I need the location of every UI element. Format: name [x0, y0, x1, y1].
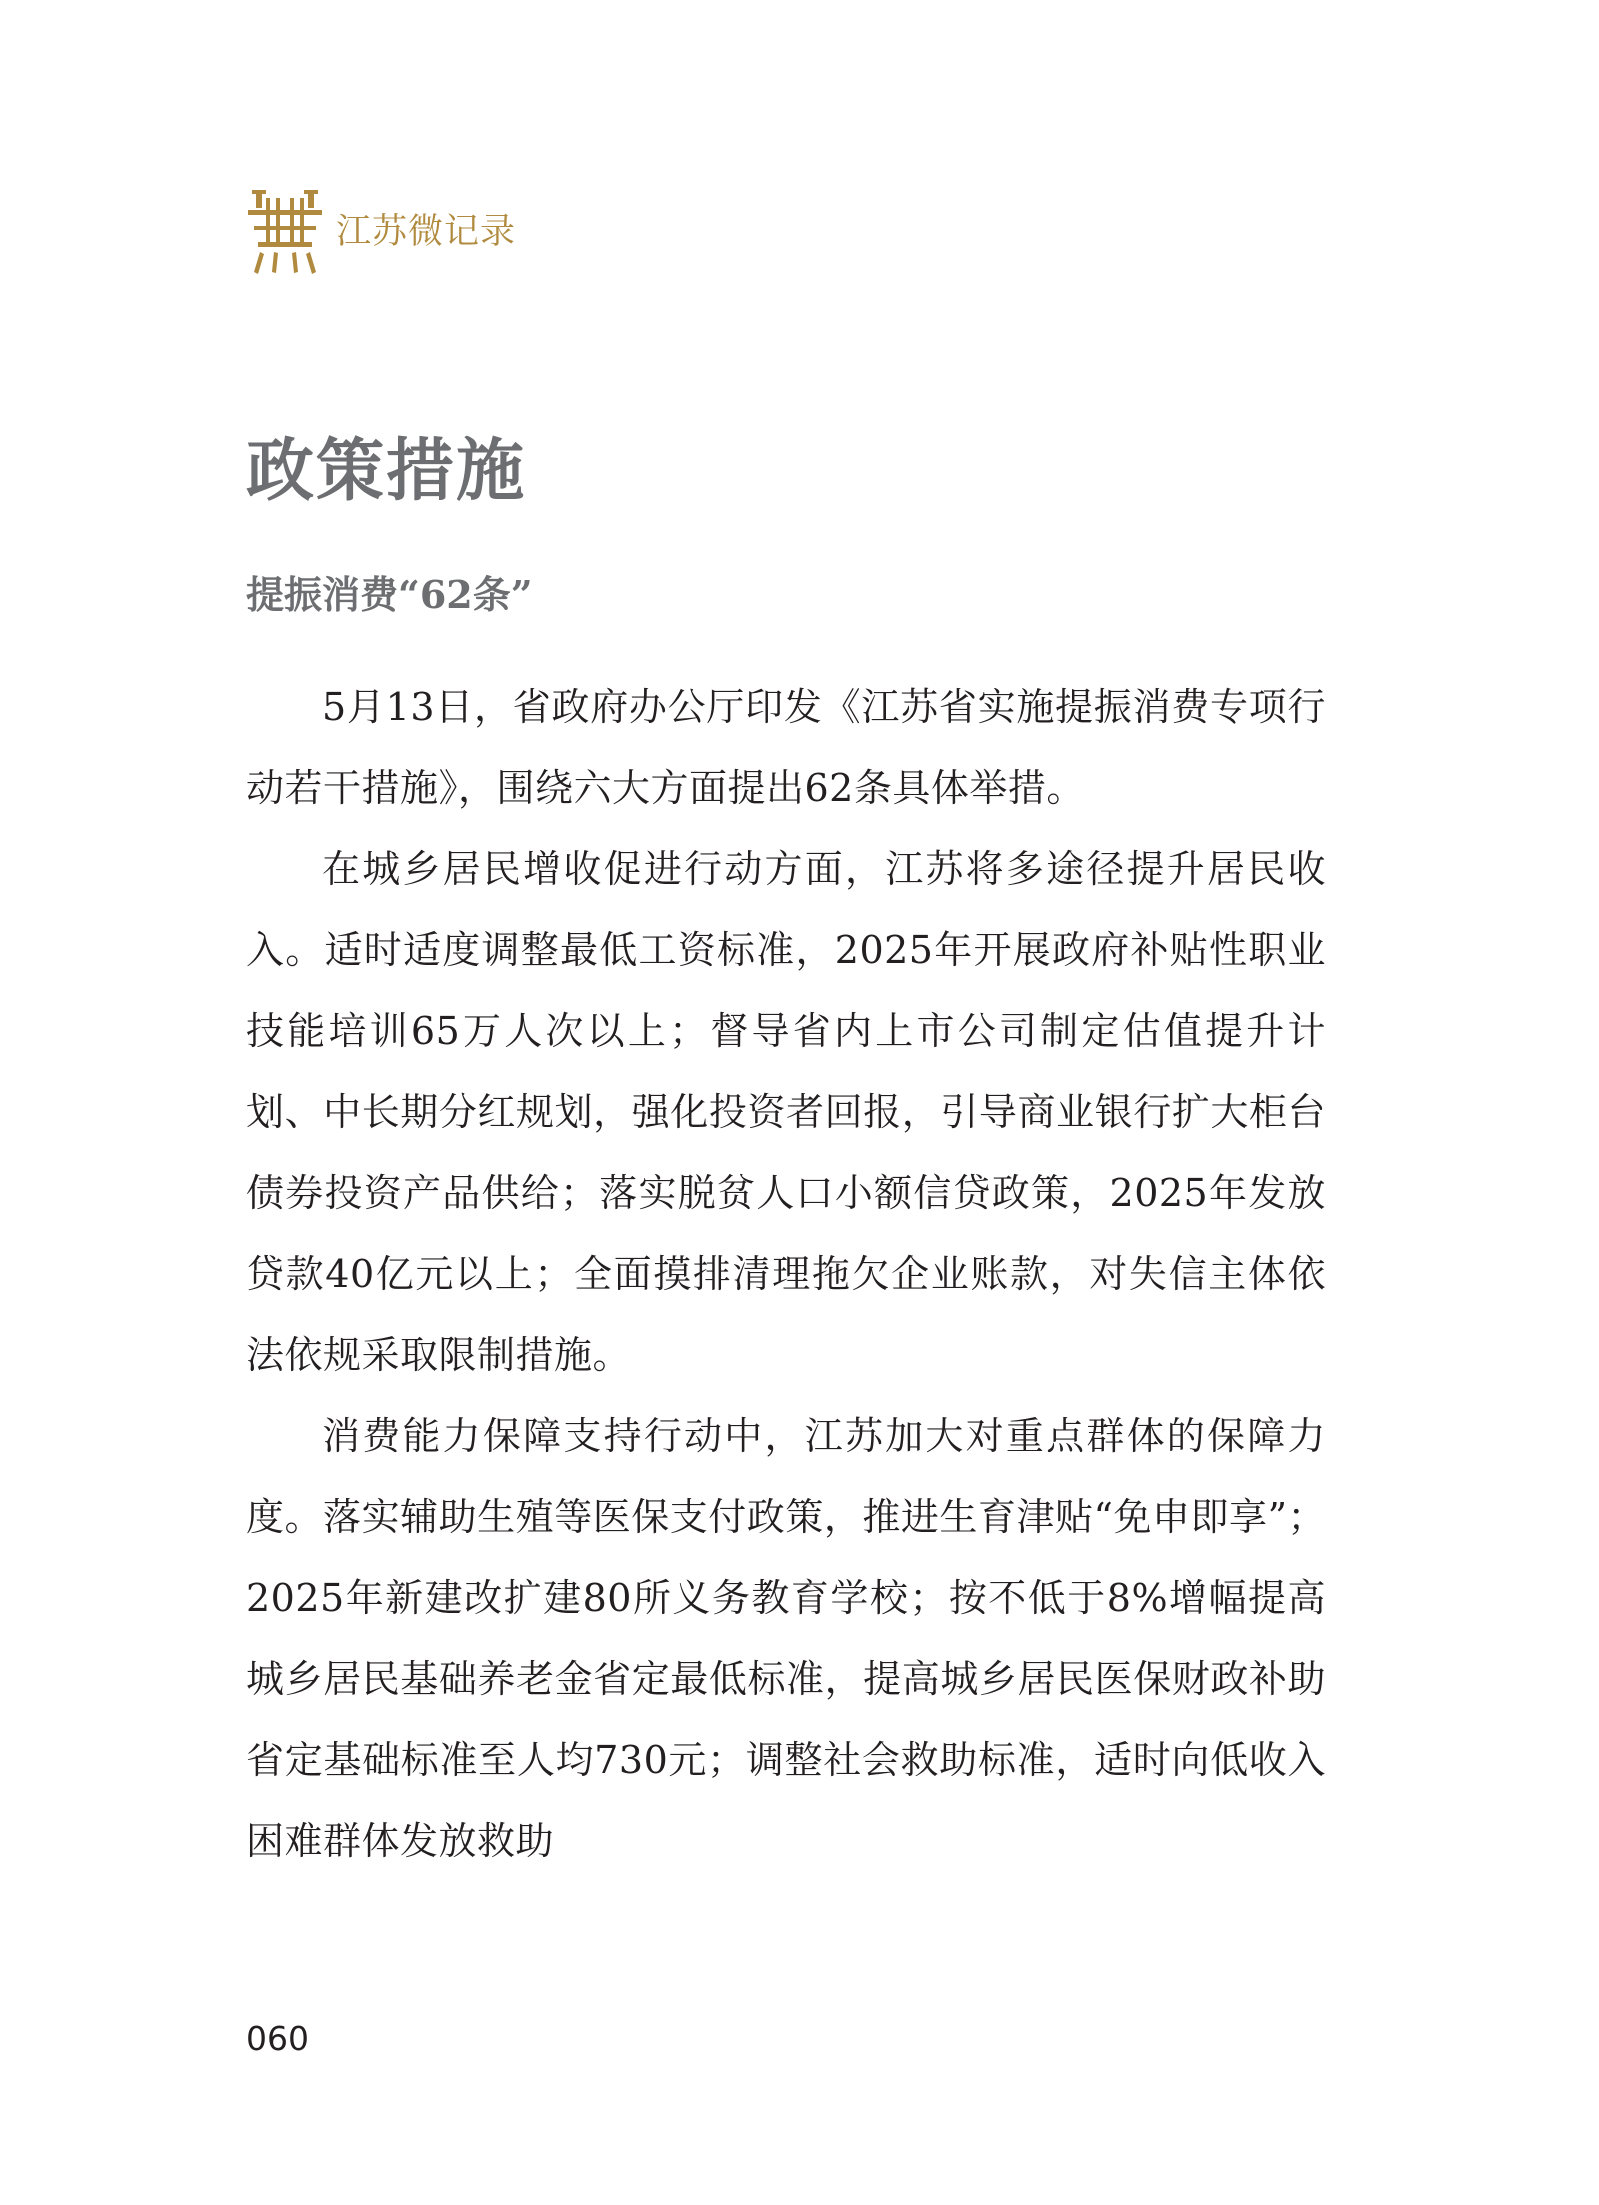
jiangsu-emblem-icon	[246, 186, 324, 278]
article-body	[246, 667, 1326, 1882]
paragraph-intro: 5月13日，省政府办公厅印发《江苏省实施提振消费专项行动若干措施》，围绕六大方面提出62条具体举措。	[246, 685, 1326, 810]
section-title: 政策措施	[246, 432, 527, 511]
section-subtitle: 提振消费“62条”	[246, 572, 533, 617]
brand-name: 江苏微记录	[336, 211, 517, 252]
page-number: 060	[246, 2019, 309, 2058]
paragraph-income: 在城乡居民增收促进行动方面，江苏将多途径提升居民收入。适时适度调整最低工资标准，2025年开展政府补贴性职业技能培训65万人次以上；督导省内上市公司制定估值提升计划、中长期分红规划，强化投资者回报，引导商业银行扩大柜台债券投资产品供给；落实脱贫人口小额信贷政策，2025年发放贷款40亿元以上；全面摸排清理拖欠企业账款，对失信主体依法依规采取限制措施。	[246, 847, 1326, 1377]
paragraph-support: 消费能力保障支持行动中，江苏加大对重点群体的保障力度。落实辅助生殖等医保支付政策，推进生育津贴“免申即享”；2025年新建改扩建80所义务教育学校；按不低于8%增幅提高城乡居民基础养老金省定最低标准，提高城乡居民医保财政补助省定基础标准至人均730元；调整社会救助标准，适时向低收入困难群体发放救助	[246, 1414, 1326, 1863]
page-header	[246, 186, 516, 278]
